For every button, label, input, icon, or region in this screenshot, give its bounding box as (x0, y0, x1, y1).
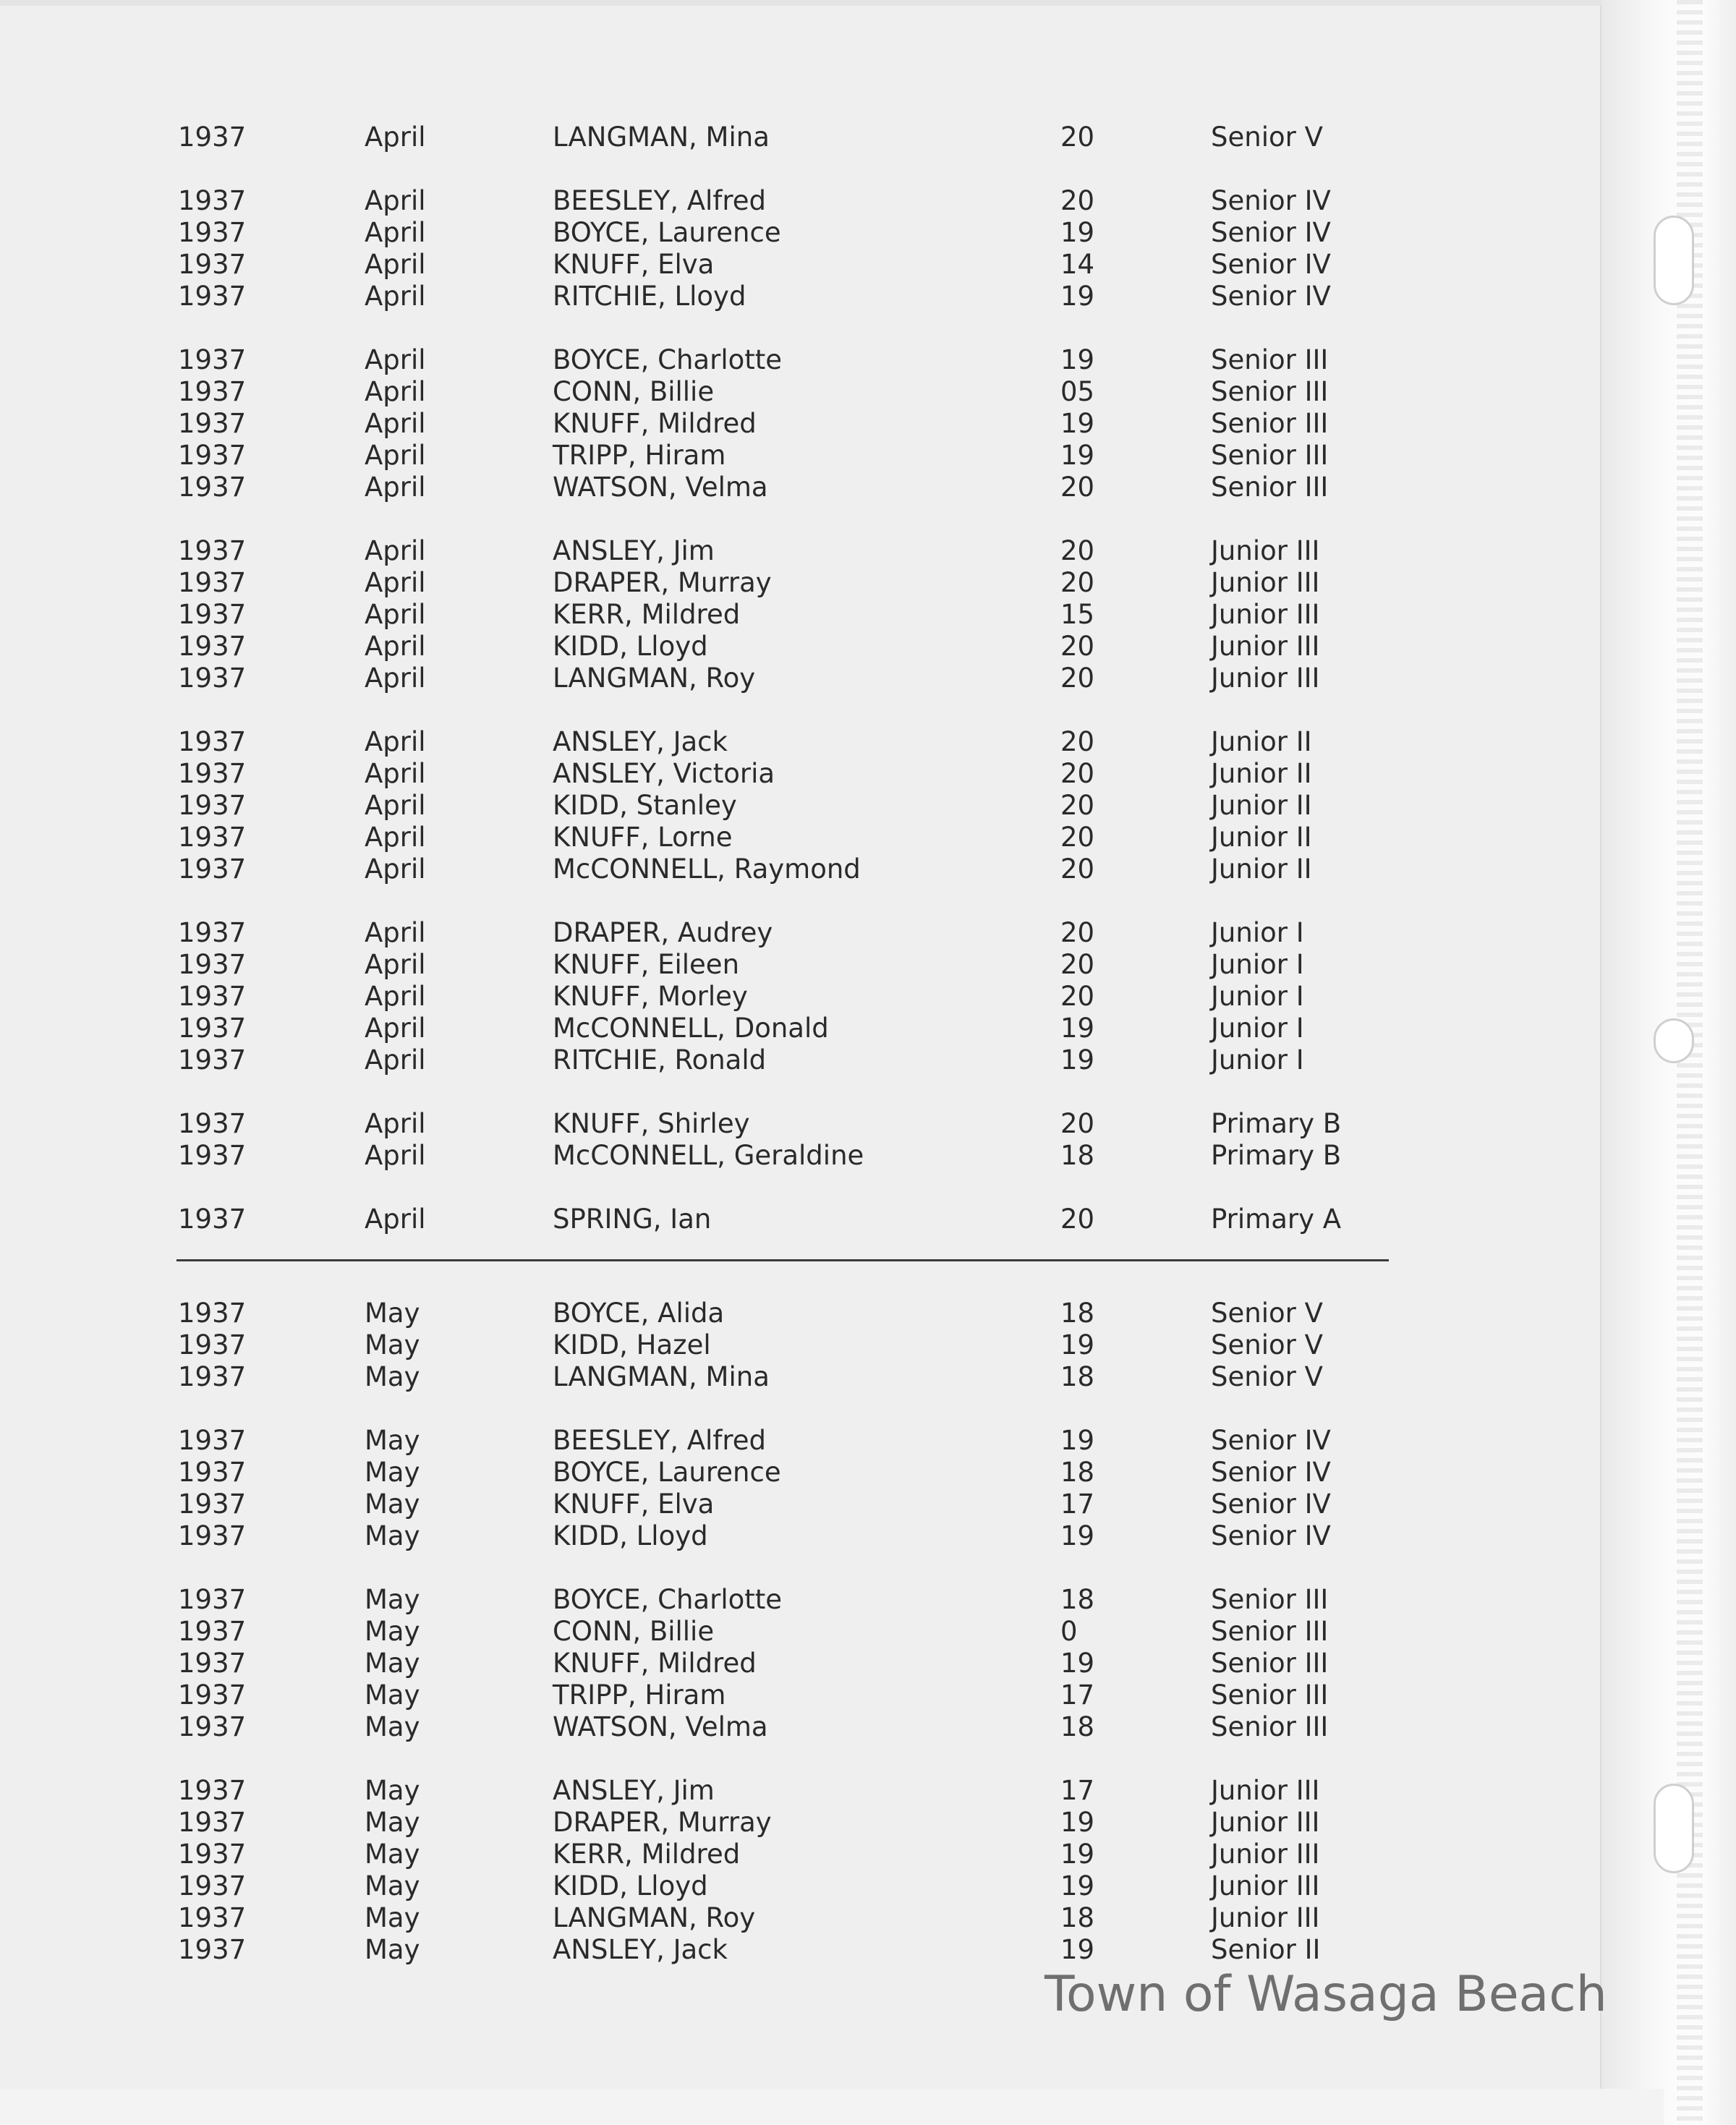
score-cell: 20 (1060, 758, 1095, 789)
name-cell: BEESLEY, Alfred (553, 1425, 767, 1456)
year-cell: 1937 (178, 1839, 247, 1870)
grade-cell: Junior I (1211, 949, 1304, 980)
month-cell: May (365, 1329, 420, 1360)
score-cell: 20 (1060, 535, 1095, 566)
month-cell: April (365, 1044, 426, 1076)
score-cell: 19 (1060, 440, 1095, 471)
score-cell: 19 (1060, 1520, 1095, 1551)
name-cell: KIDD, Hazel (553, 1329, 711, 1360)
grade-cell: Senior II (1211, 1934, 1321, 1965)
name-cell: KNUFF, Shirley (553, 1108, 750, 1139)
year-cell: 1937 (178, 758, 247, 789)
month-cell: May (365, 1839, 420, 1870)
score-cell: 05 (1060, 376, 1095, 407)
grade-cell: Senior III (1211, 408, 1329, 439)
month-cell: May (365, 1616, 420, 1647)
year-cell: 1937 (178, 1902, 247, 1933)
month-cell: May (365, 1902, 420, 1933)
month-cell: April (365, 567, 426, 598)
score-cell: 17 (1060, 1489, 1095, 1520)
grade-cell: Primary A (1211, 1204, 1342, 1235)
name-cell: TRIPP, Hiram (553, 440, 726, 471)
score-cell: 18 (1060, 1361, 1095, 1392)
month-cell: May (365, 1489, 420, 1520)
grade-cell: Junior II (1211, 758, 1312, 789)
grade-cell: Junior III (1211, 599, 1320, 630)
score-cell: 20 (1060, 949, 1095, 980)
year-cell: 1937 (178, 853, 247, 885)
grade-cell: Junior II (1211, 822, 1312, 853)
month-cell: April (365, 1204, 426, 1235)
grade-cell: Senior IV (1211, 1425, 1331, 1456)
year-cell: 1937 (178, 408, 247, 439)
score-cell: 19 (1060, 1934, 1095, 1965)
year-cell: 1937 (178, 344, 247, 375)
score-cell: 14 (1060, 249, 1095, 280)
year-cell: 1937 (178, 1870, 247, 1902)
month-cell: April (365, 472, 426, 503)
score-cell: 20 (1060, 663, 1095, 694)
month-cell: April (365, 822, 426, 853)
score-cell: 20 (1060, 185, 1095, 216)
name-cell: DRAPER, Murray (553, 567, 772, 598)
score-cell: 20 (1060, 726, 1095, 757)
score-cell: 20 (1060, 631, 1095, 662)
month-cell: May (365, 1807, 420, 1838)
score-cell: 19 (1060, 1839, 1095, 1870)
name-cell: CONN, Billie (553, 1616, 715, 1647)
month-cell: May (365, 1679, 420, 1711)
name-cell: KERR, Mildred (553, 599, 741, 630)
watermark: Town of Wasaga Beach (1044, 1966, 1607, 2023)
name-cell: KNUFF, Mildred (553, 1648, 757, 1679)
year-cell: 1937 (178, 1013, 247, 1044)
name-cell: ANSLEY, Jim (553, 535, 715, 566)
score-cell: 15 (1060, 599, 1095, 630)
month-cell: May (365, 1934, 420, 1965)
score-cell: 19 (1060, 1870, 1095, 1902)
month-cell: April (365, 281, 426, 312)
month-cell: April (365, 1108, 426, 1139)
name-cell: BOYCE, Laurence (553, 1457, 781, 1488)
grade-cell: Junior I (1211, 1044, 1304, 1076)
grade-cell: Junior I (1211, 917, 1304, 948)
month-cell: April (365, 981, 426, 1012)
year-cell: 1937 (178, 726, 247, 757)
score-cell: 17 (1060, 1775, 1095, 1806)
grade-cell: Senior V (1211, 1298, 1323, 1329)
month-cell: May (365, 1361, 420, 1392)
score-cell: 19 (1060, 1425, 1095, 1456)
name-cell: ANSLEY, Jim (553, 1775, 715, 1806)
score-cell: 18 (1060, 1298, 1095, 1329)
grade-cell: Senior IV (1211, 249, 1331, 280)
score-cell: 19 (1060, 1648, 1095, 1679)
score-cell: 20 (1060, 790, 1095, 821)
month-cell: May (365, 1711, 420, 1742)
grade-cell: Senior V (1211, 1361, 1323, 1392)
year-cell: 1937 (178, 599, 247, 630)
grade-cell: Senior III (1211, 440, 1329, 471)
month-cell: May (365, 1870, 420, 1902)
score-cell: 18 (1060, 1457, 1095, 1488)
grade-cell: Senior III (1211, 344, 1329, 375)
grade-cell: Senior IV (1211, 185, 1331, 216)
score-cell: 19 (1060, 1044, 1095, 1076)
year-cell: 1937 (178, 1108, 247, 1139)
grade-cell: Junior I (1211, 981, 1304, 1012)
name-cell: KERR, Mildred (553, 1839, 741, 1870)
year-cell: 1937 (178, 949, 247, 980)
grade-cell: Senior V (1211, 1329, 1323, 1360)
grade-cell: Senior IV (1211, 217, 1331, 248)
name-cell: BOYCE, Charlotte (553, 344, 783, 375)
name-cell: KIDD, Lloyd (553, 1870, 708, 1902)
grade-cell: Junior II (1211, 790, 1312, 821)
grade-cell: Primary B (1211, 1140, 1342, 1171)
year-cell: 1937 (178, 1616, 247, 1647)
name-cell: BOYCE, Charlotte (553, 1584, 783, 1615)
year-cell: 1937 (178, 1329, 247, 1360)
score-cell: 20 (1060, 472, 1095, 503)
year-cell: 1937 (178, 472, 247, 503)
grade-cell: Senior IV (1211, 1457, 1331, 1488)
year-cell: 1937 (178, 822, 247, 853)
name-cell: KNUFF, Elva (553, 249, 715, 280)
month-cell: April (365, 249, 426, 280)
month-cell: May (365, 1648, 420, 1679)
month-cell: April (365, 440, 426, 471)
score-cell: 20 (1060, 822, 1095, 853)
month-cell: April (365, 726, 426, 757)
score-cell: 0 (1060, 1616, 1078, 1647)
name-cell: WATSON, Velma (553, 472, 768, 503)
score-cell: 20 (1060, 1108, 1095, 1139)
grade-cell: Senior V (1211, 122, 1323, 153)
grade-cell: Senior III (1211, 376, 1329, 407)
month-cell: May (365, 1520, 420, 1551)
month-cell: April (365, 790, 426, 821)
year-cell: 1937 (178, 535, 247, 566)
name-cell: LANGMAN, Roy (553, 663, 756, 694)
year-cell: 1937 (178, 1934, 247, 1965)
name-cell: RITCHIE, Lloyd (553, 281, 746, 312)
name-cell: KIDD, Lloyd (553, 1520, 708, 1551)
month-cell: April (365, 853, 426, 885)
name-cell: KIDD, Stanley (553, 790, 737, 821)
year-cell: 1937 (178, 1361, 247, 1392)
grade-cell: Senior III (1211, 1616, 1329, 1647)
name-cell: KNUFF, Lorne (553, 822, 733, 853)
month-cell: April (365, 631, 426, 662)
year-cell: 1937 (178, 631, 247, 662)
year-cell: 1937 (178, 1584, 247, 1615)
binder-hole-top (1654, 216, 1694, 305)
month-cell: April (365, 1140, 426, 1171)
year-cell: 1937 (178, 663, 247, 694)
score-cell: 18 (1060, 1584, 1095, 1615)
grade-cell: Junior III (1211, 567, 1320, 598)
year-cell: 1937 (178, 1711, 247, 1742)
binder-hole-middle (1654, 1018, 1694, 1063)
binder-hole-bottom (1654, 1784, 1694, 1873)
year-cell: 1937 (178, 567, 247, 598)
grade-cell: Junior III (1211, 1775, 1320, 1806)
name-cell: TRIPP, Hiram (553, 1679, 726, 1711)
score-cell: 20 (1060, 917, 1095, 948)
grade-cell: Junior III (1211, 1807, 1320, 1838)
year-cell: 1937 (178, 1489, 247, 1520)
score-cell: 19 (1060, 408, 1095, 439)
name-cell: KIDD, Lloyd (553, 631, 708, 662)
month-cell: April (365, 758, 426, 789)
grade-cell: Senior III (1211, 472, 1329, 503)
grade-cell: Junior III (1211, 535, 1320, 566)
month-cell: April (365, 344, 426, 375)
name-cell: DRAPER, Murray (553, 1807, 772, 1838)
grade-cell: Senior III (1211, 1711, 1329, 1742)
month-cell: May (365, 1584, 420, 1615)
name-cell: BOYCE, Alida (553, 1298, 725, 1329)
month-cell: April (365, 949, 426, 980)
name-cell: KNUFF, Morley (553, 981, 748, 1012)
name-cell: LANGMAN, Mina (553, 1361, 770, 1392)
name-cell: SPRING, Ian (553, 1204, 712, 1235)
name-cell: LANGMAN, Mina (553, 122, 770, 153)
name-cell: LANGMAN, Roy (553, 1902, 756, 1933)
name-cell: KNUFF, Elva (553, 1489, 715, 1520)
score-cell: 19 (1060, 1329, 1095, 1360)
name-cell: RITCHIE, Ronald (553, 1044, 767, 1076)
year-cell: 1937 (178, 249, 247, 280)
month-divider (176, 1259, 1389, 1261)
year-cell: 1937 (178, 1457, 247, 1488)
month-cell: April (365, 122, 426, 153)
month-cell: May (365, 1457, 420, 1488)
month-cell: May (365, 1775, 420, 1806)
year-cell: 1937 (178, 1807, 247, 1838)
grade-cell: Junior I (1211, 1013, 1304, 1044)
year-cell: 1937 (178, 122, 247, 153)
year-cell: 1937 (178, 1520, 247, 1551)
name-cell: ANSLEY, Jack (553, 1934, 728, 1965)
grade-cell: Junior III (1211, 631, 1320, 662)
grade-cell: Junior II (1211, 726, 1312, 757)
year-cell: 1937 (178, 790, 247, 821)
year-cell: 1937 (178, 281, 247, 312)
score-cell: 20 (1060, 567, 1095, 598)
year-cell: 1937 (178, 1679, 247, 1711)
month-cell: April (365, 376, 426, 407)
score-cell: 18 (1060, 1711, 1095, 1742)
grade-cell: Junior III (1211, 1902, 1320, 1933)
score-cell: 20 (1060, 1204, 1095, 1235)
grade-cell: Senior III (1211, 1679, 1329, 1711)
month-cell: April (365, 535, 426, 566)
grade-cell: Senior III (1211, 1648, 1329, 1679)
score-cell: 19 (1060, 217, 1095, 248)
month-cell: April (365, 185, 426, 216)
score-cell: 17 (1060, 1679, 1095, 1711)
year-cell: 1937 (178, 185, 247, 216)
grade-cell: Junior III (1211, 663, 1320, 694)
grade-cell: Senior IV (1211, 1489, 1331, 1520)
name-cell: McCONNELL, Raymond (553, 853, 861, 885)
score-cell: 19 (1060, 1013, 1095, 1044)
grade-cell: Senior III (1211, 1584, 1329, 1615)
year-cell: 1937 (178, 1140, 247, 1171)
score-cell: 20 (1060, 981, 1095, 1012)
name-cell: CONN, Billie (553, 376, 715, 407)
grade-cell: Senior IV (1211, 281, 1331, 312)
year-cell: 1937 (178, 376, 247, 407)
grade-cell: Junior II (1211, 853, 1312, 885)
month-cell: May (365, 1298, 420, 1329)
year-cell: 1937 (178, 1425, 247, 1456)
month-cell: April (365, 217, 426, 248)
score-cell: 18 (1060, 1140, 1095, 1171)
month-cell: May (365, 1425, 420, 1456)
name-cell: McCONNELL, Donald (553, 1013, 829, 1044)
grade-cell: Junior III (1211, 1839, 1320, 1870)
name-cell: McCONNELL, Geraldine (553, 1140, 864, 1171)
month-cell: April (365, 663, 426, 694)
name-cell: DRAPER, Audrey (553, 917, 773, 948)
name-cell: ANSLEY, Jack (553, 726, 728, 757)
score-cell: 18 (1060, 1902, 1095, 1933)
year-cell: 1937 (178, 917, 247, 948)
month-cell: April (365, 408, 426, 439)
month-cell: April (365, 1013, 426, 1044)
year-cell: 1937 (178, 1298, 247, 1329)
score-cell: 20 (1060, 853, 1095, 885)
month-cell: April (365, 599, 426, 630)
grade-cell: Senior IV (1211, 1520, 1331, 1551)
grade-cell: Junior III (1211, 1870, 1320, 1902)
year-cell: 1937 (178, 1648, 247, 1679)
name-cell: WATSON, Velma (553, 1711, 768, 1742)
month-cell: April (365, 917, 426, 948)
year-cell: 1937 (178, 981, 247, 1012)
grade-cell: Primary B (1211, 1108, 1342, 1139)
score-cell: 19 (1060, 1807, 1095, 1838)
score-cell: 19 (1060, 344, 1095, 375)
score-cell: 19 (1060, 281, 1095, 312)
year-cell: 1937 (178, 1044, 247, 1076)
year-cell: 1937 (178, 217, 247, 248)
name-cell: ANSLEY, Victoria (553, 758, 775, 789)
name-cell: BEESLEY, Alfred (553, 185, 767, 216)
year-cell: 1937 (178, 1775, 247, 1806)
year-cell: 1937 (178, 440, 247, 471)
year-cell: 1937 (178, 1204, 247, 1235)
name-cell: BOYCE, Laurence (553, 217, 781, 248)
score-cell: 20 (1060, 122, 1095, 153)
name-cell: KNUFF, Mildred (553, 408, 757, 439)
name-cell: KNUFF, Eileen (553, 949, 740, 980)
